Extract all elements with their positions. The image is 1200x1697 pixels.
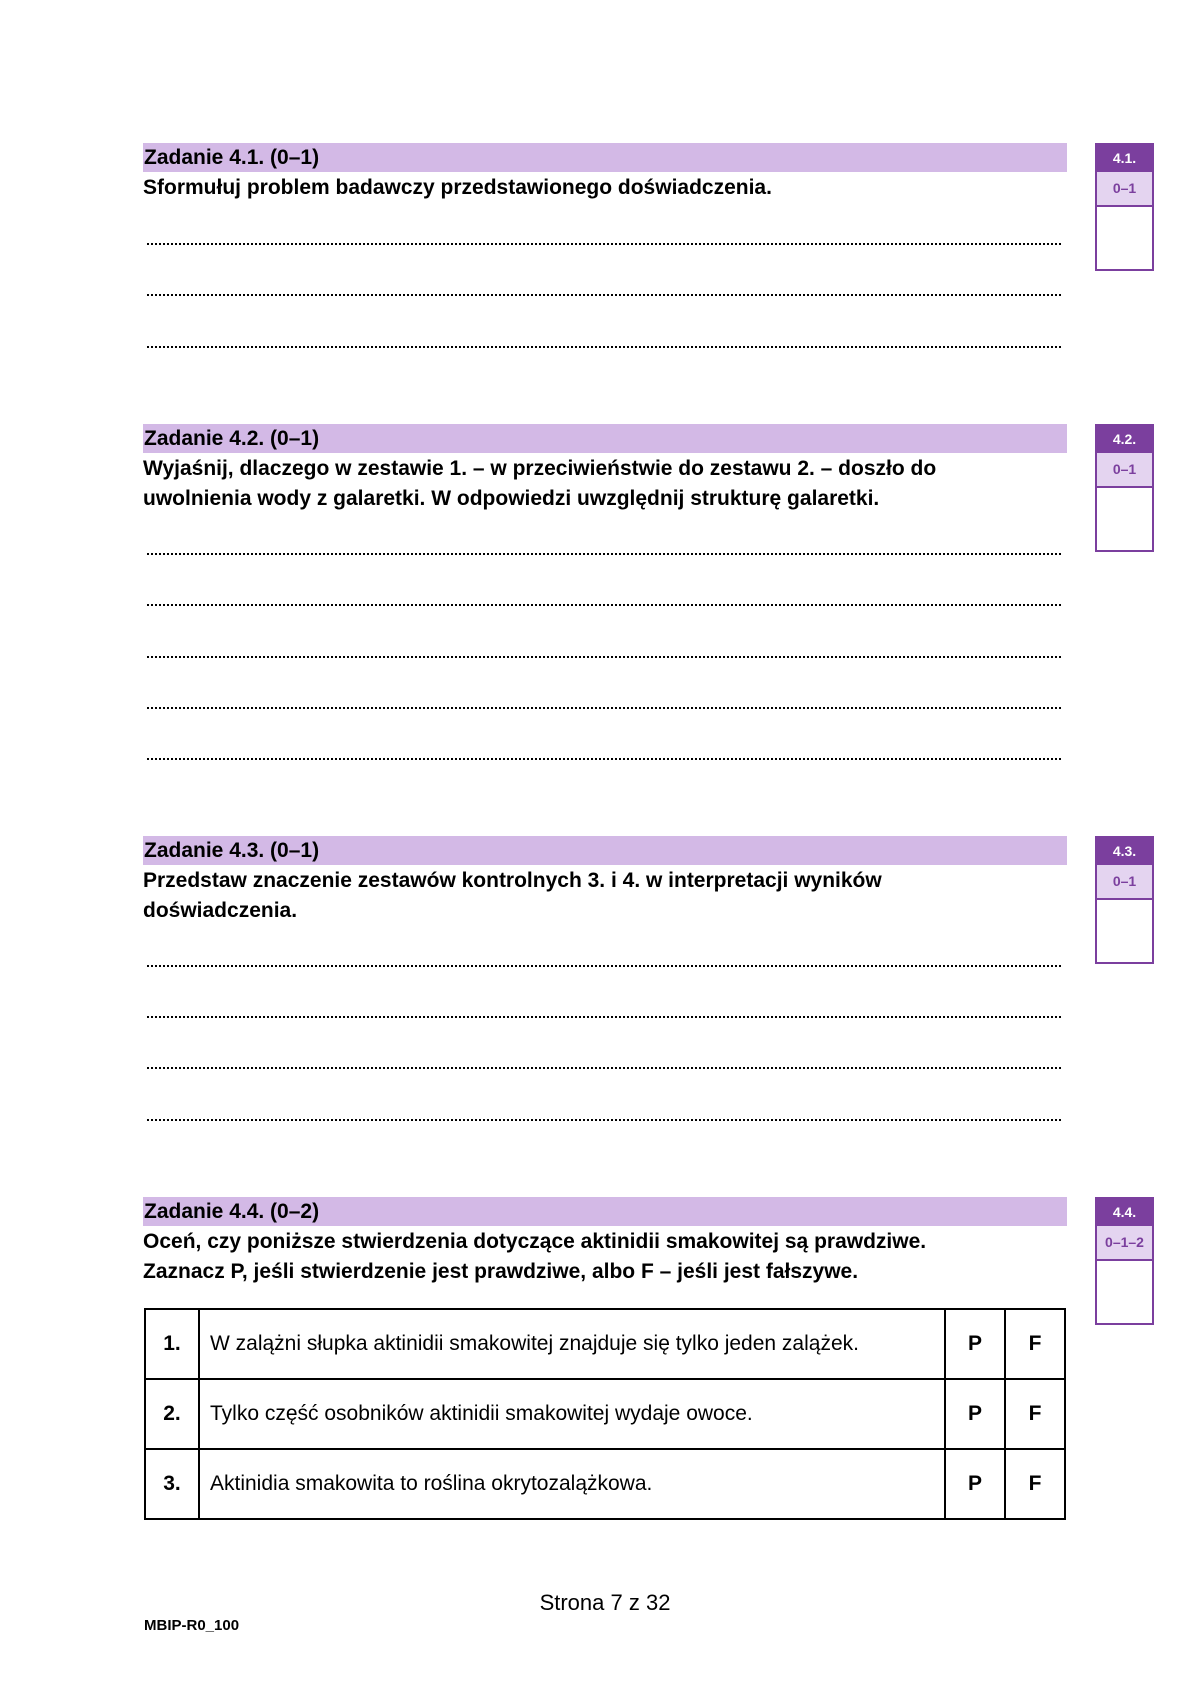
task-4-3 [143, 836, 1067, 926]
task-instruction [143, 866, 1067, 926]
task-title: Zadanie 4.3. (0–1) [143, 836, 1067, 865]
score-box-4-4 [1095, 1197, 1154, 1325]
answer-line[interactable] [147, 294, 1061, 296]
score-range: 0–1 [1097, 453, 1152, 488]
instruction-line: Wyjaśnij, dlaczego w zestawie 1. – w przeciwieństwie do zestawu 2. – doszło do [143, 457, 937, 480]
page-number: Strona 7 z 32 [539, 1590, 671, 1615]
table-row [145, 1449, 1065, 1519]
score-range: 0–1 [1097, 865, 1152, 900]
task-4-2 [143, 424, 1067, 514]
statement-text: W zalążni słupka aktinidii smakowitej znajduje się tylko jeden zalążek. [199, 1309, 945, 1379]
false-option[interactable]: F [1005, 1449, 1065, 1519]
task-title: Zadanie 4.1. (0–1) [143, 143, 1067, 172]
answer-line[interactable] [147, 707, 1061, 709]
score-number: 4.2. [1097, 426, 1152, 453]
answer-line[interactable] [147, 1119, 1061, 1121]
task-instruction: Sformułuj problem badawczy przedstawionego doświadczenia. [143, 176, 772, 199]
instruction-line: doświadczenia. [143, 899, 298, 922]
statement-text: Aktinidia smakowita to roślina okrytozalążkowa. [199, 1449, 945, 1519]
answer-line[interactable] [147, 243, 1061, 245]
score-entry-field[interactable] [1097, 1261, 1152, 1323]
table-row [145, 1379, 1065, 1449]
score-number: 4.1. [1097, 145, 1152, 172]
answer-line[interactable] [147, 346, 1061, 348]
answer-line[interactable] [147, 1067, 1061, 1069]
answer-line[interactable] [147, 604, 1061, 606]
score-entry-field[interactable] [1097, 207, 1152, 269]
table-row [145, 1309, 1065, 1379]
score-number: 4.3. [1097, 838, 1152, 865]
score-box-4-2 [1095, 424, 1154, 552]
score-box-4-1 [1095, 143, 1154, 271]
answer-line[interactable] [147, 553, 1061, 555]
answer-line[interactable] [147, 1016, 1061, 1018]
statement-number: 1. [145, 1309, 199, 1379]
true-false-table [144, 1308, 1066, 1520]
instruction-line: Zaznacz P, jeśli stwierdzenie jest prawdziwe, albo F – jeśli jest fałszywe. [143, 1260, 859, 1283]
task-4-4 [143, 1197, 1067, 1287]
answer-line[interactable] [147, 965, 1061, 967]
score-box-4-3 [1095, 836, 1154, 964]
answer-line[interactable] [147, 656, 1061, 658]
true-option[interactable]: P [945, 1309, 1005, 1379]
task-4-1 [143, 143, 1067, 203]
answer-line[interactable] [147, 758, 1061, 760]
true-option[interactable]: P [945, 1449, 1005, 1519]
task-instruction [143, 1227, 1067, 1287]
instruction-line: Przedstaw znaczenie zestawów kontrolnych 3. i 4. w interpretacji wyników [143, 869, 882, 892]
instruction-line: Oceń, czy poniższe stwierdzenia dotyczące aktinidii smakowitej są prawdziwe. [143, 1230, 927, 1253]
true-option[interactable]: P [945, 1379, 1005, 1449]
score-entry-field[interactable] [1097, 488, 1152, 550]
score-entry-field[interactable] [1097, 900, 1152, 962]
false-option[interactable]: F [1005, 1379, 1065, 1449]
statement-text: Tylko część osobników aktinidii smakowitej wydaje owoce. [199, 1379, 945, 1449]
score-range: 0–1–2 [1097, 1226, 1152, 1261]
statement-number: 3. [145, 1449, 199, 1519]
document-code: MBIP-R0_100 [144, 1617, 240, 1634]
task-title: Zadanie 4.4. (0–2) [143, 1197, 1067, 1226]
task-title: Zadanie 4.2. (0–1) [143, 424, 1067, 453]
task-instruction [143, 454, 1067, 514]
instruction-line: uwolnienia wody z galaretki. W odpowiedzi uwzględnij strukturę galaretki. [143, 487, 880, 510]
statement-number: 2. [145, 1379, 199, 1449]
score-range: 0–1 [1097, 172, 1152, 207]
score-number: 4.4. [1097, 1199, 1152, 1226]
false-option[interactable]: F [1005, 1309, 1065, 1379]
